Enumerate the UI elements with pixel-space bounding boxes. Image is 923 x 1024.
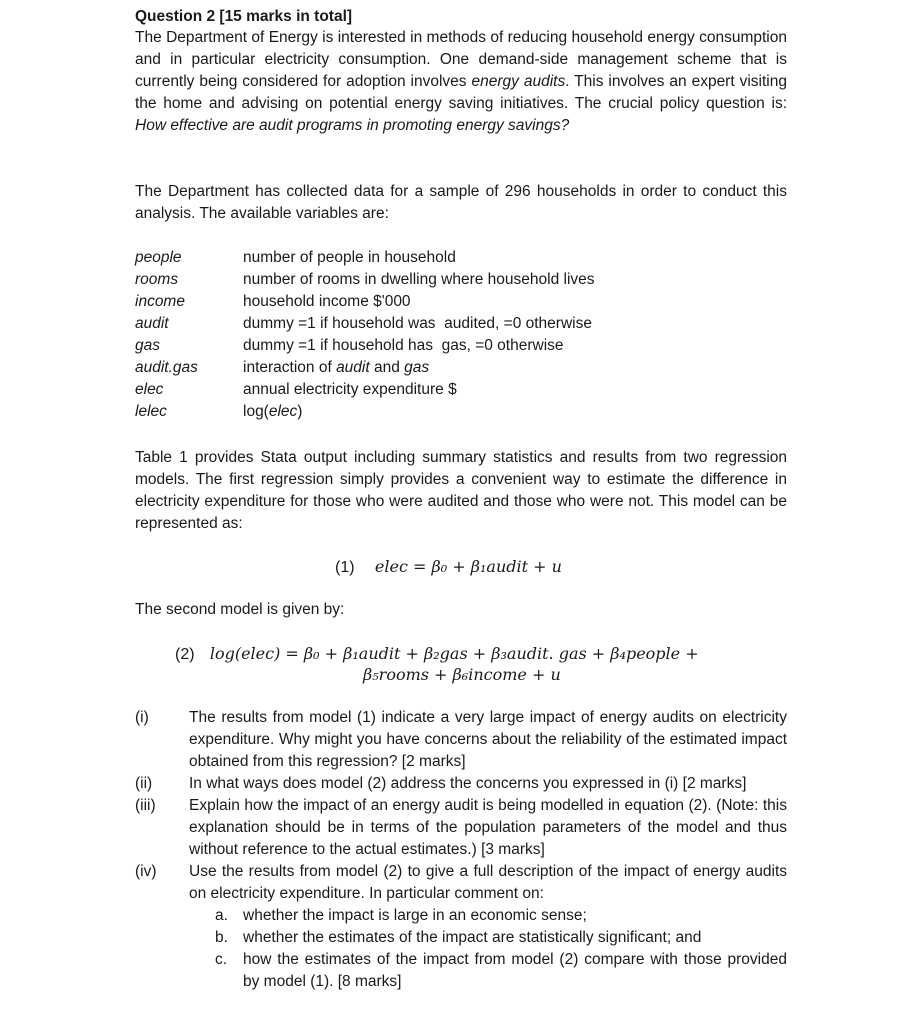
equation-1 <box>335 556 562 579</box>
table-paragraph: Table 1 provides Stata output including summary statistics and results from two regression models. The first regression simply provides a convenient way to estimate the difference in electricity expenditure for those who were audited and those who were not. This model can be represented as: <box>135 449 787 532</box>
part-text: The results from model (1) indicate a very large impact of energy audits on electricity expenditure. Why might you have concerns about the reliability of the estimated impact obtained from this regression? [2 marks] <box>189 709 787 770</box>
variable-row <box>135 313 787 335</box>
equation-number: (1) <box>335 559 355 576</box>
variable-desc: number of people in household <box>243 249 456 266</box>
equation-2-line-2: β₅rooms + β₆income + u <box>363 665 561 684</box>
part-text: In what ways does model (2) address the concerns you expressed in (i) [2 marks] <box>189 775 747 792</box>
variable-row <box>135 379 787 401</box>
desc-text: log( <box>243 403 269 420</box>
equation-2-line-1 <box>175 643 699 666</box>
intro-emphasis-energy-audits: energy audits <box>471 73 566 90</box>
part-number: (iv) <box>135 863 157 880</box>
variable-desc <box>243 401 787 423</box>
variable-name: income <box>135 293 185 310</box>
variable-name: audit.gas <box>135 359 198 376</box>
variable-row <box>135 335 787 357</box>
variable-row <box>135 269 787 291</box>
variable-row <box>135 401 787 423</box>
part-number: (i) <box>135 709 149 726</box>
desc-italic: gas <box>404 359 430 376</box>
variable-desc: household income $'000 <box>243 293 411 310</box>
variable-name: elec <box>135 381 164 398</box>
variable-name: rooms <box>135 271 179 288</box>
part-number: (iii) <box>135 797 156 814</box>
variable-desc <box>243 357 787 379</box>
equation-body: elec = β₀ + β₁audit + u <box>374 557 562 576</box>
subpart-letter: b. <box>215 929 228 946</box>
subpart-text: whether the estimates of the impact are statistically significant; and <box>243 929 702 946</box>
desc-italic: elec <box>268 403 298 420</box>
variable-desc: dummy =1 if household has gas, =0 otherwise <box>243 337 564 354</box>
subpart-letter: c. <box>215 951 228 968</box>
variable-desc: annual electricity expenditure $ <box>243 381 457 398</box>
variable-name: audit <box>135 315 169 332</box>
variable-row <box>135 247 787 269</box>
equation-body: log(elec) = β₀ + β₁audit + β₂gas + β₃audit. gas + β₄people + <box>209 644 699 663</box>
intro-text-1: The Department of Energy is interested in methods of reducing household energy consumption and in particular electricity consumption. One demand-side management scheme that is currently being considered for adoption involves <box>135 29 787 90</box>
variable-name: gas <box>135 337 160 354</box>
variable-row <box>135 291 787 313</box>
equation-number: (2) <box>175 646 195 663</box>
policy-question: How effective are audit programs in promoting energy savings? <box>135 117 570 134</box>
data-paragraph: The Department has collected data for a sample of 296 households in order to conduct this analysis. The available variables are: <box>135 183 787 222</box>
subpart-text: how the estimates of the impact from model (2) compare with those provided by model (1). [8 marks] <box>243 951 787 990</box>
question-title: Question 2 [15 marks in total] <box>135 8 353 25</box>
part-text: Use the results from model (2) to give a full description of the impact of energy audits on electricity expenditure. In particular comment on: <box>189 863 787 902</box>
subpart-text: whether the impact is large in an economic sense; <box>243 907 587 924</box>
variable-name: lelec <box>135 403 167 420</box>
desc-text: and <box>369 359 405 376</box>
intro-paragraph <box>135 27 787 137</box>
variable-desc: number of rooms in dwelling where household lives <box>243 271 595 288</box>
second-model-paragraph: The second model is given by: <box>135 601 345 618</box>
variable-desc: dummy =1 if household was audited, =0 otherwise <box>243 315 592 332</box>
desc-italic: audit <box>336 359 370 376</box>
part-text: Explain how the impact of an energy audit is being modelled in equation (2). (Note: this explanation should be in terms of the population parameters of the model and thus without reference to the actual estimates.) [3 marks] <box>189 797 787 858</box>
subpart-letter: a. <box>215 907 228 924</box>
desc-text: interaction of <box>243 359 337 376</box>
desc-text: ) <box>297 403 303 420</box>
variable-row <box>135 357 787 379</box>
variables-list <box>135 247 787 423</box>
intro-text-2: . This involves an expert visiting the home and advising on potential energy saving initiatives. The crucial policy question is: <box>135 73 787 112</box>
variable-name: people <box>135 249 182 266</box>
part-number: (ii) <box>135 775 153 792</box>
